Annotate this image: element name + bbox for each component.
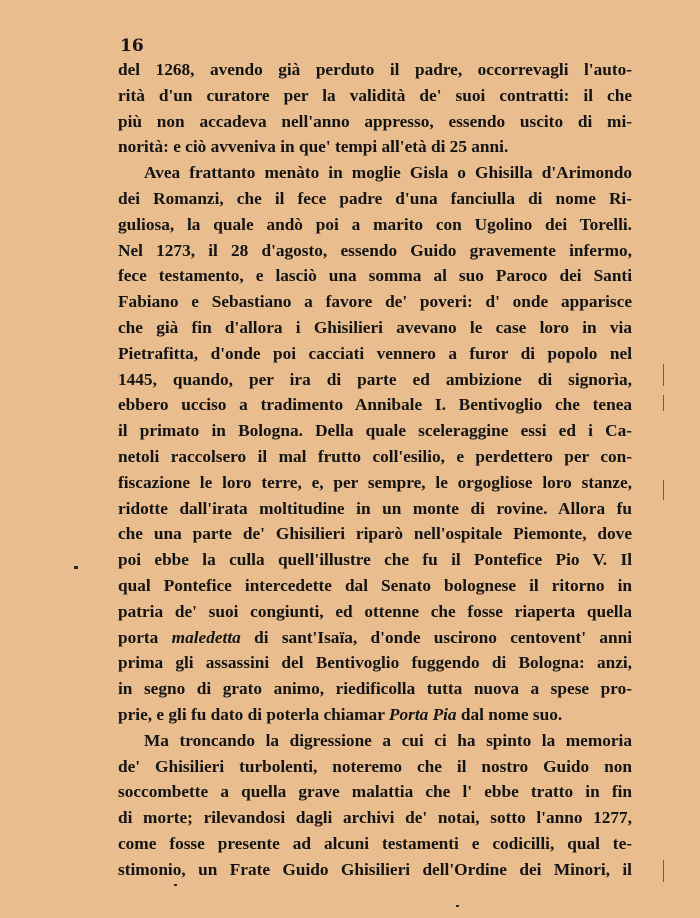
- text-line: Pietrafitta, d'onde poi cacciati vennero a furor di popolo nel: [118, 343, 632, 363]
- text-line: ridotte dall'irata moltitudine in un monte di rovine. Allora fu: [118, 498, 632, 518]
- text-line: Avea frattanto menàto in moglie Gisla o Ghisilla d'Arimondo: [144, 163, 632, 183]
- text-line: che già fin d'allora i Ghisilieri avevano le case loro in via: [118, 317, 632, 337]
- page-number: 16: [120, 36, 144, 56]
- scan-mark: [174, 884, 177, 886]
- text-line: patria de' suoi congiunti, ed ottenne che fosse riaperta quella: [118, 601, 632, 621]
- text-line: Nel 1273, il 28 d'agosto, essendo Guido gravemente infermo,: [118, 240, 632, 260]
- text-line: dei Romanzi, che il fece padre d'una fanciulla di nome Ri-: [118, 188, 632, 208]
- scan-mark: [663, 480, 664, 500]
- text-line: fiscazione le loro terre, e, per sempre, le orgogliose loro stanze,: [118, 472, 632, 492]
- scan-mark: [663, 364, 664, 386]
- text-line: qual Pontefice intercedette dal Senato bolognese il ritorno in: [118, 575, 632, 595]
- text-line: 1445, quando, per ira di parte ed ambizione di signorìa,: [118, 369, 632, 389]
- text-line: ebbero ucciso a tradimento Annibale I. Bentivoglio che tenea: [118, 395, 632, 415]
- scan-mark: [663, 395, 664, 411]
- text-line: prima gli assassini del Bentivoglio fuggendo di Bologna: anzi,: [118, 653, 632, 673]
- body-text: [118, 57, 632, 883]
- text-line: del 1268, avendo già perduto il padre, occorrevagli l'auto-: [118, 60, 632, 79]
- text-line: Ma troncando la digressione a cui ci ha spinto la memoria: [144, 730, 632, 750]
- text-line: poi ebbe la culla quell'illustre che fu il Pontefice Pio V. Il: [118, 550, 632, 570]
- text-line: fece testamento, e lasciò una somma al suo Paroco dei Santi: [118, 266, 632, 286]
- text-line: che una parte de' Ghisilieri riparò nell'ospitale Piemonte, dove: [118, 524, 632, 544]
- text-line: prie, e gli fu dato di poterla chiamar Porta Pia dal nome suo.: [118, 704, 563, 724]
- text-line: di morte; rilevandosi dagli archivi de' notai, sotto l'anno 1277,: [118, 808, 632, 828]
- text-line: il primato in Bologna. Della quale sceleraggine essi ed i Ca-: [118, 421, 632, 441]
- text-line: rità d'un curatore per la validità de' suoi contratti: il che: [118, 85, 632, 105]
- text-line: guliosa, la quale andò poi a marito con Ugolino dei Torelli.: [118, 214, 632, 234]
- text-line: più non accadeva nell'anno appresso, essendo uscito di mi-: [118, 111, 632, 131]
- text-line: porta maledetta di sant'Isaïa, d'onde uscirono centovent' anni: [118, 627, 632, 647]
- text-line: in segno di grato animo, riedificolla tutta nuova a spese pro-: [118, 679, 632, 699]
- text-line: de' Ghisilieri turbolenti, noteremo che il nostro Guido non: [118, 756, 632, 776]
- text-line: soccombette a quella grave malattia che l' ebbe tratto in fin: [118, 782, 632, 802]
- scan-mark: [456, 905, 459, 907]
- scan-mark: [663, 860, 664, 882]
- text-line: stimonio, un Frate Guido Ghisilieri dell'Ordine dei Minori, il: [118, 859, 632, 879]
- text-line: come fosse presente ad alcuni testamenti e codicilli, qual te-: [118, 833, 632, 853]
- text-line: Fabiano e Sebastiano a favore de' poveri: d' onde apparisce: [118, 292, 632, 312]
- text-line: norità: e ciò avveniva in que' tempi all'età di 25 anni.: [118, 137, 509, 157]
- scan-mark: [74, 566, 78, 569]
- text-line: netoli raccolsero il mal frutto coll'esilio, e perdettero per con-: [118, 446, 632, 466]
